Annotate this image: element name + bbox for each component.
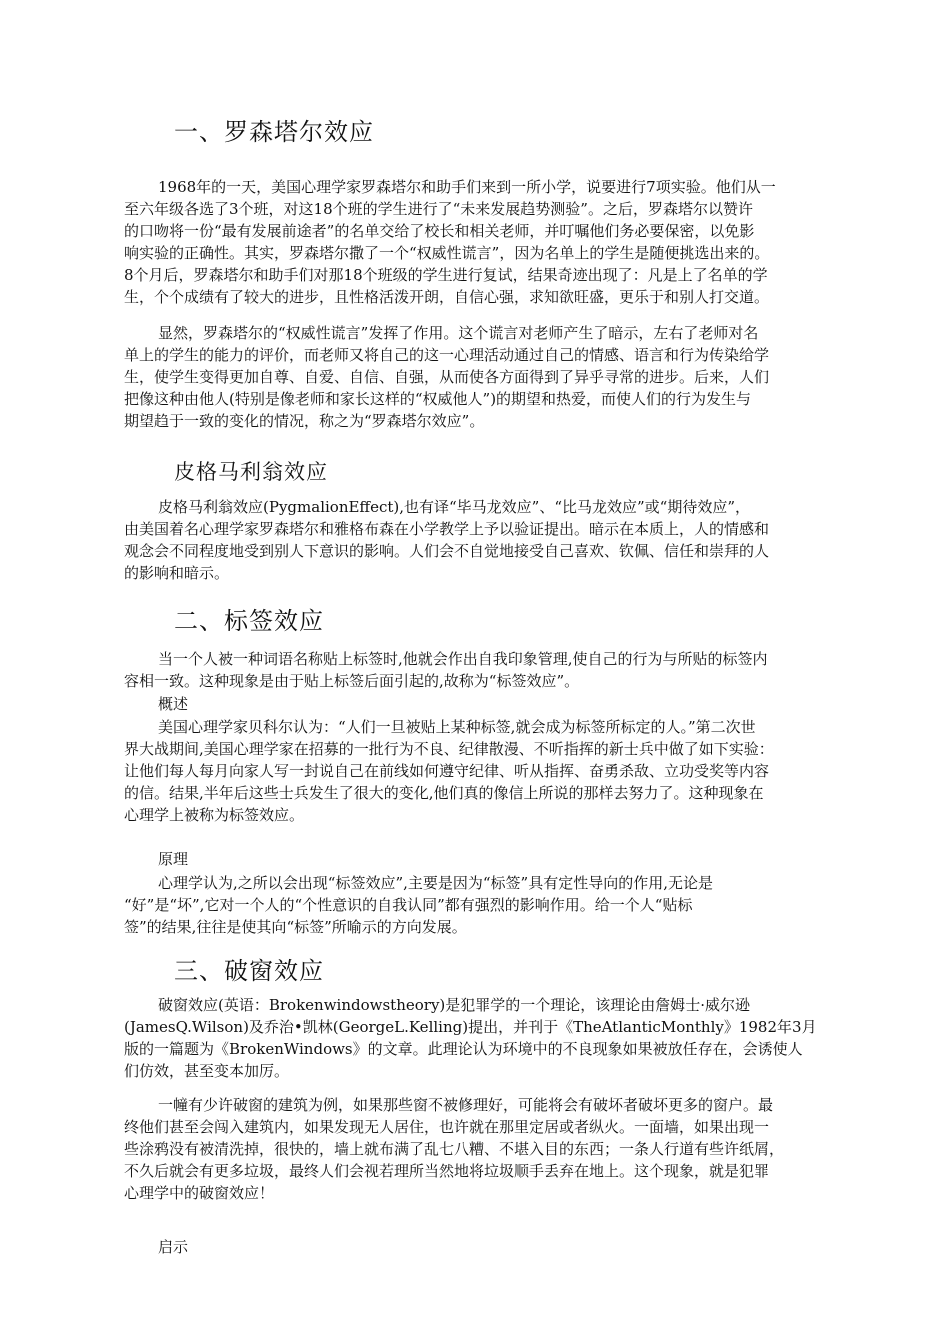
text-line: 不久后就会有更多垃圾，最终人们会视若理所当然地将垃圾顺手丢弃在地上。这个现象，就是犯罪 [124,1162,770,1180]
text-line: 由美国着名心理学家罗森塔尔和雅格布森在小学教学上予以验证提出。暗示在本质上，人的情感和 [124,520,770,538]
text-line: 的影响和暗示。 [124,564,230,582]
text-line: 生，使学生变得更加自尊、自爱、自信、自强，从而使各方面得到了异乎寻常的进步。后来，人们 [124,368,770,386]
paragraph-label-2 [124,716,829,826]
text-line: 界大战期间,美国心理学家在招募的一批行为不良、纪律散漫、不听指挥的新士兵中做了如下实验： [124,740,774,758]
text-line: 生，个个成绩有了较大的进步，且性格活泼开朗，自信心强，求知欲旺盛，更乐于和别人打交道。 [124,288,770,306]
text-line: 1968年的一天，美国心理学家罗森塔尔和助手们来到一所小学，说要进行7项实验。他们从一 [158,178,776,196]
paragraph-label-1 [124,648,829,692]
text-line: 终他们甚至会闯入建筑内，如果发现无人居住，也许就在那里定居或者纵火。一面墙，如果出现一 [124,1118,770,1136]
heading-rosenthal-effect: 一、罗森塔尔效应 [174,118,374,146]
text-line: 把像这种由他人(特别是像老师和家长这样的“权威他人”)的期望和热爱，而使人们的行为发生与 [124,390,752,408]
text-line: 心理学中的破窗效应！ [124,1184,275,1202]
text-line: 破窗效应(英语：Brokenwindowstheory)是犯罪学的一个理论，该理论由詹姆士·威尔逊 [158,996,751,1014]
text-line: 的信。结果,半年后这些士兵发生了很大的变化,他们真的像信上所说的那样去努力了。这种现象在 [124,784,764,802]
text-line: 心理学认为,之所以会出现“标签效应”,主要是因为“标签”具有定性导向的作用,无论是 [158,874,713,892]
text-line: 当一个人被一种词语名称贴上标签时,他就会作出自我印象管理,使自己的行为与所贴的标签内 [158,650,768,668]
text-line: (JamesQ.Wilson)及乔治•凯林(GeorgeL.Kelling)提出，并刊于《TheAtlanticMonthly》1982年3月 [124,1018,817,1036]
text-line: 美国心理学家贝科尔认为：“人们一旦被贴上某种标签,就会成为标签所标定的人。”第二次世 [158,718,756,736]
paragraph-broken-window-2 [124,1094,829,1204]
paragraph-pygmalion [124,496,829,584]
text-line: “好”是“坏”,它对一个人的“个性意识的自我认同”都有强烈的影响作用。给一个人“贴标 [124,896,693,914]
text-line: 显然，罗森塔尔的“权威性谎言”发挥了作用。这个谎言对老师产生了暗示，左右了老师对名 [158,324,759,342]
subheading-enlightenment: 启示 [158,1238,189,1256]
paragraph-label-3 [124,872,829,938]
text-line: 期望趋于一致的变化的情况，称之为“罗森塔尔效应”。 [124,412,485,430]
text-line: 单上的学生的能力的评价，而老师又将自己的这一心理活动通过自己的情感、语言和行为传染给学 [124,346,770,364]
text-line: 8个月后，罗森塔尔和助手们对那18个班级的学生进行复试，结果奇迹出现了：凡是上了名单的学 [124,266,768,284]
paragraph-broken-window-1 [124,994,829,1082]
text-line: 至六年级各选了3个班，对这18个班的学生进行了“未来发展趋势测验”。之后，罗森塔尔以赞许 [124,200,753,218]
subheading-overview: 概述 [158,695,189,713]
paragraph-rosenthal-2 [124,322,829,432]
text-line: 观念会不同程度地受到别人下意识的影响。人们会不自觉地接受自己喜欢、钦佩、信任和崇拜的人 [124,542,770,560]
heading-label-effect: 二、标签效应 [174,607,324,635]
text-line: 容相一致。这种现象是由于贴上标签后面引起的,故称为“标签效应”。 [124,672,580,690]
text-line: 心理学上被称为标签效应。 [124,806,305,824]
paragraph-rosenthal-1 [124,176,829,308]
text-line: 一幢有少许破窗的建筑为例，如果那些窗不被修理好，可能将会有破坏者破坏更多的窗户。最 [158,1096,774,1114]
heading-pygmalion-effect: 皮格马利翁效应 [174,460,328,484]
text-line: 皮格马利翁效应(PygmalionEffect),也有译“毕马龙效应”、“比马龙效应”或“期待效应”， [158,498,751,516]
text-line: 版的一篇题为《BrokenWindows》的文章。此理论认为环境中的不良现象如果被放任存在，会诱使人 [124,1040,803,1058]
text-line: 签”的结果,往往是使其向“标签”所喻示的方向发展。 [124,918,467,936]
heading-broken-window-effect: 三、破窗效应 [174,957,324,985]
text-line: 响实验的正确性。其实，罗森塔尔撒了一个“权威性谎言”，因为名单上的学生是随便挑选出来的。 [124,244,770,262]
text-line: 让他们每人每月向家人写一封说自己在前线如何遵守纪律、听从指挥、奋勇杀敌、立功受奖等内容 [124,762,770,780]
text-line: 们仿效，甚至变本加厉。 [124,1062,290,1080]
text-line: 的口吻将一份“最有发展前途者”的名单交给了校长和相关老师，并叮嘱他们务必要保密，以免影 [124,222,755,240]
text-line: 些涂鸦没有被清洗掉，很快的，墙上就布满了乱七八糟、不堪入目的东西；一条人行道有些许纸屑， [124,1140,785,1158]
subheading-principle: 原理 [158,850,189,868]
